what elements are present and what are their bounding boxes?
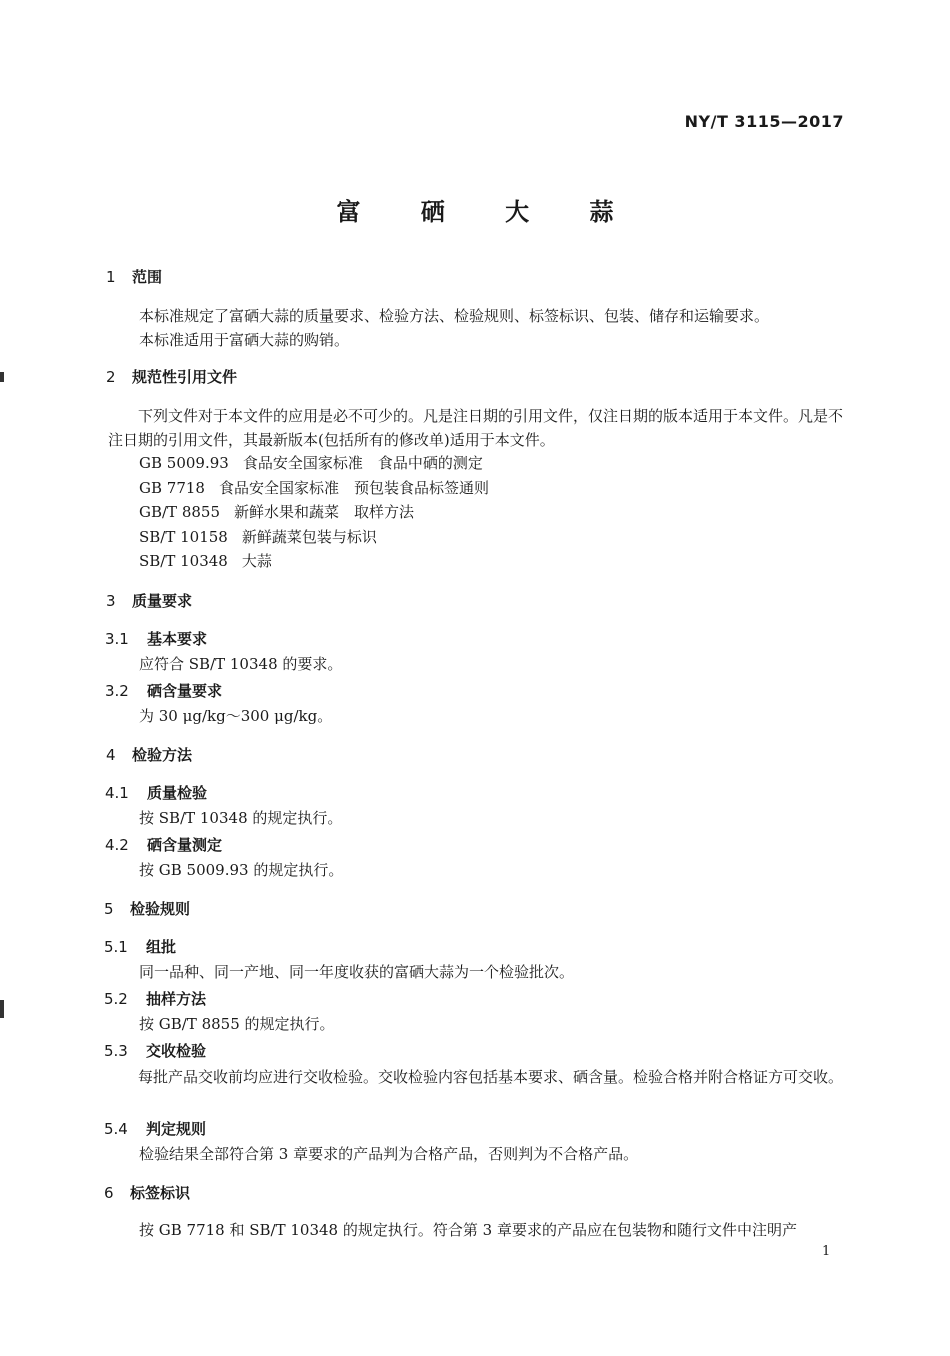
section-title: 标签标识 (130, 1184, 191, 1202)
subsection-number: 3.1 (105, 630, 129, 648)
reference-name: 新鲜水果和蔬菜 取样方法 (234, 503, 415, 521)
subsection-title: 交收检验 (146, 1042, 207, 1060)
subsection-heading (105, 834, 222, 855)
section-heading (106, 366, 237, 387)
reference-code: SB/T 10348 (139, 552, 228, 570)
subsection-title: 质量检验 (147, 784, 208, 802)
reference-item (139, 452, 483, 473)
reference-item (139, 477, 489, 498)
paragraph: 本标准适用于富硒大蒜的购销。 (139, 331, 350, 349)
subsection-heading (104, 936, 176, 957)
reference-code: SB/T 10158 (139, 528, 228, 546)
paragraph: 应符合 SB/T 10348 的要求。 (139, 655, 343, 673)
reference-code: GB 7718 (139, 479, 205, 497)
reference-item (139, 501, 414, 522)
subsection-heading (105, 782, 207, 803)
reference-name: 新鲜蔬菜包装与标识 (241, 528, 377, 546)
section-title: 规范性引用文件 (132, 368, 238, 386)
subsection-number: 5.3 (104, 1042, 128, 1060)
subsection-heading (105, 680, 222, 701)
section-number: 1 (106, 268, 116, 286)
paragraph: 按 GB 7718 和 SB/T 10348 的规定执行。符合第 3 章要求的产品应在包装物和随行文件中注明产 (139, 1221, 797, 1239)
paragraph: 每批产品交收前均应进行交收检验。交收检验内容包括基本要求、硒含量。检验合格并附合格证方可交收。 (138, 1068, 844, 1086)
subsection-number: 5.2 (104, 990, 128, 1008)
subsection-heading (104, 988, 206, 1009)
paragraph: 同一品种、同一产地、同一年度收获的富硒大蒜为一个检验批次。 (139, 963, 575, 981)
scan-edge-mark (0, 372, 4, 382)
reference-name: 大蒜 (241, 552, 272, 570)
section-title: 范围 (132, 268, 163, 286)
section-title: 检验方法 (132, 746, 193, 764)
subsection-number: 3.2 (105, 682, 129, 700)
subsection-heading (104, 1118, 206, 1139)
section-heading (104, 1182, 190, 1203)
subsection-heading (104, 1040, 206, 1061)
subsection-title: 基本要求 (147, 630, 208, 648)
reference-name: 食品安全国家标准 预包装食品标签通则 (218, 479, 489, 497)
paragraph: 检验结果全部符合第 3 章要求的产品判为合格产品，否则判为不合格产品。 (139, 1145, 639, 1163)
paragraph: 下列文件对于本文件的应用是必不可少的。凡是注日期的引用文件，仅注日期的版本适用于本文件。凡是不注日期的引用文件，其最新版本(包括所有的修改单)适用于本文件。 (108, 407, 844, 449)
reference-name: 食品安全国家标准 食品中硒的测定 (242, 454, 483, 472)
scan-edge-mark (0, 1000, 4, 1018)
document-title: 富 硒 大 蒜 (336, 197, 640, 226)
section-heading (106, 590, 192, 611)
subsection-number: 5.1 (104, 938, 128, 956)
subsection-heading (105, 628, 207, 649)
subsection-number: 4.1 (105, 784, 129, 802)
paragraph: 按 SB/T 10348 的规定执行。 (139, 809, 343, 827)
section-number: 6 (104, 1184, 114, 1202)
subsection-title: 抽样方法 (146, 990, 207, 1008)
reference-code: GB/T 8855 (139, 503, 221, 521)
section-number: 5 (104, 900, 114, 918)
paragraph: 按 GB/T 8855 的规定执行。 (139, 1015, 335, 1033)
paragraph: 为 30 μg/kg～300 μg/kg。 (139, 707, 333, 725)
section-heading (106, 744, 192, 765)
paragraph: 本标准规定了富硒大蒜的质量要求、检验方法、检验规则、标签标识、包装、储存和运输要求。 (139, 307, 770, 325)
section-number: 2 (106, 368, 116, 386)
reference-item (139, 526, 377, 547)
section-heading (106, 266, 162, 287)
subsection-title: 判定规则 (146, 1120, 207, 1138)
subsection-number: 5.4 (104, 1120, 128, 1138)
paragraph: 按 GB 5009.93 的规定执行。 (139, 861, 344, 879)
subsection-title: 硒含量要求 (147, 682, 223, 700)
section-number: 3 (106, 592, 116, 610)
section-title: 检验规则 (130, 900, 191, 918)
section-heading (104, 898, 190, 919)
subsection-title: 硒含量测定 (147, 836, 223, 854)
subsection-number: 4.2 (105, 836, 129, 854)
reference-code: GB 5009.93 (139, 454, 229, 472)
standard-code: NY/T 3115—2017 (684, 112, 844, 131)
subsection-title: 组批 (146, 938, 177, 956)
reference-item (139, 550, 272, 571)
section-title: 质量要求 (132, 592, 193, 610)
section-number: 4 (106, 746, 116, 764)
page-number: 1 (822, 1244, 831, 1259)
